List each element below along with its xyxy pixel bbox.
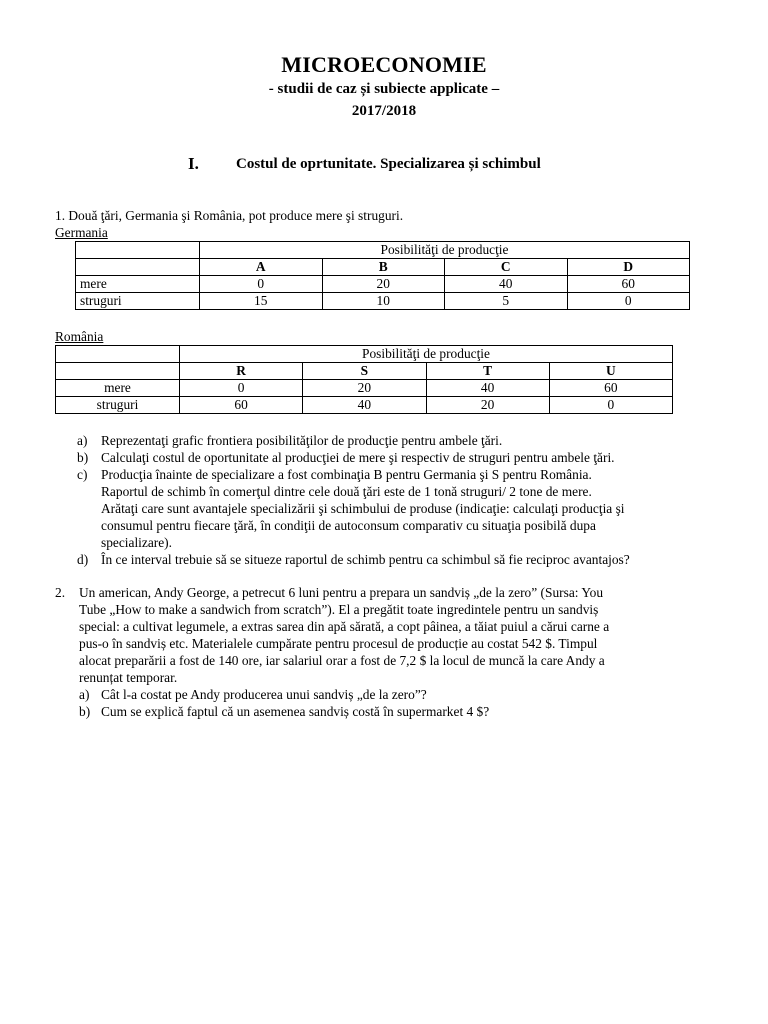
table-row	[56, 380, 673, 397]
table-row	[56, 346, 673, 363]
table-row	[76, 259, 690, 276]
romania-table	[55, 345, 673, 414]
q2-item-a-text: Cât l-a costat pe Andy producerea unui sandviș „de la zero”?	[101, 687, 427, 702]
item-d-text: În ce interval trebuie să se situeze raportul de schimb pentru ca schimbul să fie reciproc avantajos?	[101, 552, 630, 567]
germany-label: Germania	[55, 225, 108, 240]
table-cell: 40	[303, 397, 426, 414]
document-subtitle: - studii de caz și subiecte applicate –	[268, 81, 500, 97]
col-header: A	[200, 259, 323, 276]
table-cell: 10	[322, 293, 445, 310]
col-header: D	[567, 259, 690, 276]
table-cell: 15	[200, 293, 323, 310]
item-c-text-4: consumul pentru fiecare ţără, în condiţii de autoconsum comparativ cu situaţia posibilă dupa	[101, 518, 596, 533]
table-header: Posibilităţi de producţie	[200, 242, 690, 259]
table-cell: 20	[322, 276, 445, 293]
table-cell: 60	[549, 380, 672, 397]
table-cell: 0	[200, 276, 323, 293]
table-cell: 0	[180, 380, 303, 397]
col-header: B	[322, 259, 445, 276]
table-cell: 60	[567, 276, 690, 293]
table-cell	[76, 259, 200, 276]
table-row	[76, 242, 690, 259]
academic-year: 2017/2018	[351, 103, 417, 119]
section-title: Costul de oprtunitate. Specializarea și schimbul	[236, 156, 541, 172]
document-title: MICROECONOMIE	[281, 52, 487, 77]
col-header: C	[445, 259, 568, 276]
table-cell	[76, 242, 200, 259]
item-d-marker: d)	[77, 552, 89, 567]
table-row	[56, 397, 673, 414]
row-label: struguri	[56, 397, 180, 414]
question-2-line: renunțat temporar.	[79, 670, 178, 685]
table-cell: 0	[549, 397, 672, 414]
row-label: mere	[76, 276, 200, 293]
table-header: Posibilităţi de producţie	[180, 346, 673, 363]
table-row	[76, 293, 690, 310]
table-cell: 5	[445, 293, 568, 310]
item-a-marker: a)	[77, 433, 88, 448]
question-2-line: alocat preparării a fost de 140 ore, iar salariul orar a fost de 7,2 $ la locul de muncă la care Andy a	[79, 653, 605, 668]
item-c-text-2: Raportul de schimb în comerţul dintre cele două ţări este de 1 tonă struguri/ 2 tone de mere.	[101, 484, 592, 499]
q2-item-a-marker: a)	[79, 687, 90, 702]
q2-item-b-marker: b)	[79, 704, 91, 719]
item-c-text-5: specializare).	[101, 535, 172, 550]
col-header: T	[426, 363, 549, 380]
col-header: S	[303, 363, 426, 380]
question-2-line: special: a cultivat legumele, a extras sarea din apă sărată, a copt pâinea, a tăiat puiul a cărui carne a	[79, 619, 610, 634]
table-cell: 0	[567, 293, 690, 310]
question-2-line: pus-o în sandviș etc. Materialele cumpărate pentru procesul de producție au costat 542 $. Timpul	[79, 636, 598, 651]
table-row	[56, 363, 673, 380]
row-label: mere	[56, 380, 180, 397]
item-a-text: Reprezentaţi grafic frontiera posibilităţilor de producţie pentru ambele ţări.	[101, 433, 503, 448]
col-header: U	[549, 363, 672, 380]
section-number: I.	[188, 154, 199, 173]
table-cell: 40	[445, 276, 568, 293]
row-label: struguri	[76, 293, 200, 310]
germany-table	[75, 241, 690, 310]
table-cell: 40	[426, 380, 549, 397]
table-row	[76, 276, 690, 293]
table-cell: 20	[303, 380, 426, 397]
col-header: R	[180, 363, 303, 380]
question-1-intro: 1. Două ţări, Germania şi România, pot produce mere şi struguri.	[55, 208, 404, 223]
question-2-number: 2.	[55, 585, 66, 600]
item-c-text: Producţia înainte de specializare a fost combinaţia B pentru Germania şi S pentru România.	[101, 467, 592, 482]
table-cell	[56, 363, 180, 380]
table-cell: 60	[180, 397, 303, 414]
item-b-marker: b)	[77, 450, 89, 465]
item-c-marker: c)	[77, 467, 88, 482]
item-c-text-3: Arătaţi care sunt avantajele specializării şi schimbului de produse (indicaţie: calculaţi producţia şi	[101, 501, 625, 516]
romania-label: România	[55, 329, 104, 344]
table-cell: 20	[426, 397, 549, 414]
item-b-text: Calculaţi costul de oportunitate al producţiei de mere şi respectiv de struguri pentru ambele ţări.	[101, 450, 615, 465]
table-cell	[56, 346, 180, 363]
question-2-line: Tube „How to make a sandwich from scratch”). El a pregătit toate ingredintele pentru un sandviș	[79, 602, 599, 617]
q2-item-b-text: Cum se explică faptul că un asemenea sandviș costă în supermarket 4 $?	[101, 704, 490, 719]
question-2-line: Un american, Andy George, a petrecut 6 luni pentru a prepara un sandviș „de la zero” (Sursa: You	[79, 585, 604, 600]
